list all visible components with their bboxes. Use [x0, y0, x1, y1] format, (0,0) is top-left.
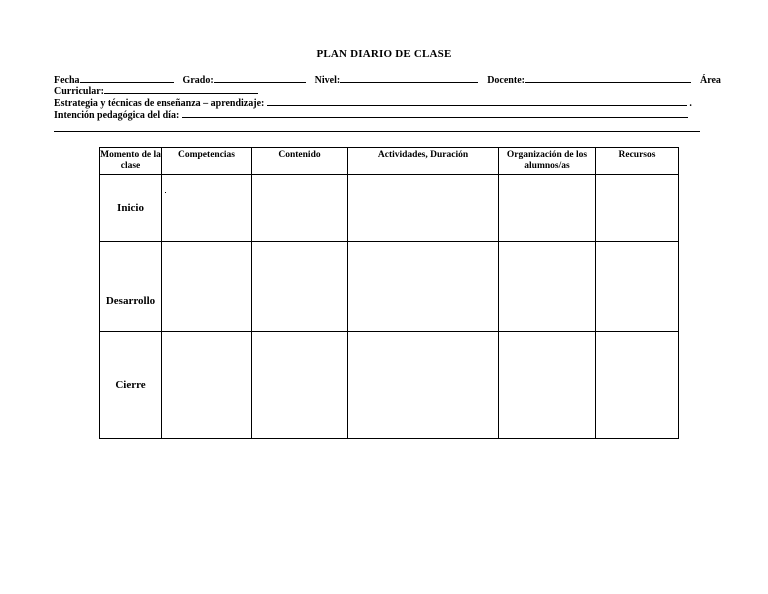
curricular-label: Curricular:	[54, 86, 104, 97]
docente-blank[interactable]	[525, 73, 691, 83]
table-cell[interactable]	[252, 242, 348, 332]
intencion-blank[interactable]	[182, 108, 688, 118]
table-header-row	[100, 148, 679, 175]
fecha-blank[interactable]	[80, 73, 174, 83]
document-title: PLAN DIARIO DE CLASE	[316, 48, 452, 60]
table-cell[interactable]	[162, 242, 252, 332]
grado-label: Grado:	[182, 75, 214, 86]
header-recursos: Recursos	[596, 148, 679, 175]
header-contenido: Contenido	[252, 148, 348, 175]
table-cell[interactable]	[162, 332, 252, 439]
table-cell[interactable]	[348, 242, 499, 332]
table-cell[interactable]	[348, 332, 499, 439]
estrategia-label: Estrategia y técnicas de enseñanza – aprendizaje:	[54, 98, 265, 109]
table-row	[100, 242, 679, 332]
class-plan-table	[99, 147, 679, 439]
table-cell[interactable]	[499, 242, 596, 332]
table-cell[interactable]	[499, 332, 596, 439]
header-organizacion: Organización de los alumnos/as	[499, 148, 596, 175]
table-cell[interactable]	[596, 332, 679, 439]
estrategia-blank[interactable]	[267, 96, 687, 106]
area-label: Área	[699, 75, 721, 86]
table-cell[interactable]	[596, 242, 679, 332]
table-row	[100, 175, 679, 242]
table-row	[100, 332, 679, 439]
stage-cierre: Cierre	[100, 332, 162, 439]
table-cell[interactable]	[252, 175, 348, 242]
fecha-label: Fecha	[54, 75, 80, 86]
intencion-label: Intención pedagógica del día:	[54, 110, 180, 121]
stage-inicio: Inicio	[100, 175, 162, 242]
header-momento: Momento de la clase	[100, 148, 162, 175]
table-cell[interactable]	[162, 175, 252, 242]
table-cell[interactable]	[348, 175, 499, 242]
table-cell[interactable]	[499, 175, 596, 242]
header-actividades: Actividades, Duración	[348, 148, 499, 175]
nivel-blank[interactable]	[340, 73, 478, 83]
docente-label: Docente:	[487, 75, 525, 86]
table-cell[interactable]	[252, 332, 348, 439]
extra-line	[54, 131, 700, 132]
stray-mark	[165, 192, 166, 193]
header-competencias: Competencias	[162, 148, 252, 175]
grado-blank[interactable]	[214, 73, 306, 83]
stage-desarrollo: Desarrollo	[100, 242, 162, 332]
intencion-row	[54, 108, 688, 121]
table-cell[interactable]	[596, 175, 679, 242]
curricular-blank[interactable]	[104, 84, 258, 94]
estrategia-end: .	[689, 98, 692, 109]
nivel-label: Nivel:	[314, 75, 341, 86]
